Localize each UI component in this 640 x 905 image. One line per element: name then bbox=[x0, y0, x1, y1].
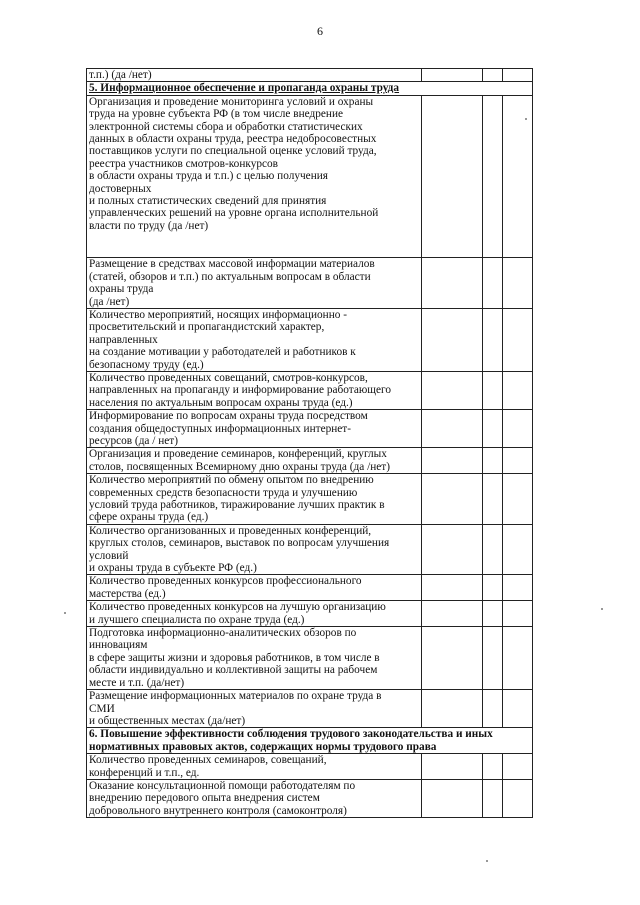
indicator-cell: Организация и проведение семинаров, конференций, круглых столов, посвященных Всемирному дню охраны труда (да /нет) bbox=[87, 448, 422, 474]
value-cell-c[interactable] bbox=[503, 524, 533, 575]
value-cell-b[interactable] bbox=[483, 754, 503, 780]
section-title: 5. Информационное обеспечение и пропаганда охраны труда bbox=[87, 82, 533, 95]
value-cell-a[interactable] bbox=[422, 575, 483, 601]
table-row bbox=[87, 474, 533, 525]
table-row bbox=[87, 95, 533, 257]
indicator-cell: Размещение в средствах массовой информации материалов (статей, обзоров и т.п.) по актуальным вопросам в области охраны труда (да /нет) bbox=[87, 258, 422, 309]
table-row bbox=[87, 69, 533, 82]
indicator-cell: Организация и проведение мониторинга условий и охраны труда на уровне субъекта РФ (в том числе внедрение электронной системы сбора и обработки статистических данных в области охраны труда, реестра недобросовестных поставщиков услуги по специальной оценке условий труда, реестра участников смотров-конкурсов в области охраны труда и т.п.) с целью получения достоверных и полных статистических сведений для принятия управленческих решений на уровне органа исполнительной власти по труду (да /нет) bbox=[87, 95, 422, 257]
value-cell-c[interactable] bbox=[503, 690, 533, 728]
value-cell-c[interactable] bbox=[503, 601, 533, 627]
indicators-table-body bbox=[87, 69, 533, 818]
value-cell-c[interactable] bbox=[503, 371, 533, 409]
value-cell-c[interactable] bbox=[503, 308, 533, 371]
value-cell-a[interactable] bbox=[422, 474, 483, 525]
indicator-cell: Количество проведенных совещаний, смотров-конкурсов, направленных на пропаганду и информирование работающего населения по актуальным вопросам охраны труда (ед.) bbox=[87, 371, 422, 409]
indicator-cell: Количество организованных и проведенных конференций, круглых столов, семинаров, выставок по вопросам улучшения условий и охраны труда в субъекте РФ (ед.) bbox=[87, 524, 422, 575]
table-row bbox=[87, 627, 533, 690]
value-cell-a[interactable] bbox=[422, 779, 483, 817]
value-cell-c[interactable] bbox=[503, 95, 533, 257]
indicator-cell: Количество проведенных конкурсов на лучшую организацию и лучшего специалиста по охране труда (ед.) bbox=[87, 601, 422, 627]
table-row bbox=[87, 258, 533, 309]
section-title: 6. Повышение эффективности соблюдения трудового законодательства и иных нормативных правовых актов, содержащих нормы трудового права bbox=[87, 728, 533, 754]
page-number: 6 bbox=[317, 24, 323, 38]
table-row bbox=[87, 575, 533, 601]
value-cell-b[interactable] bbox=[483, 524, 503, 575]
value-cell-c[interactable] bbox=[503, 474, 533, 525]
indicator-cell: Подготовка информационно-аналитических обзоров по инновациям в сфере защиты жизни и здоровья работников, в том числе в области индивидуально и коллективной защиты на рабочем месте и т.п. (да/нет) bbox=[87, 627, 422, 690]
value-cell-a[interactable] bbox=[422, 754, 483, 780]
table-row bbox=[87, 308, 533, 371]
value-cell-b[interactable] bbox=[483, 258, 503, 309]
value-cell-b[interactable] bbox=[483, 601, 503, 627]
scan-speck bbox=[64, 612, 66, 614]
value-cell-a[interactable] bbox=[422, 371, 483, 409]
scan-speck bbox=[601, 608, 603, 610]
value-cell-a[interactable] bbox=[422, 690, 483, 728]
value-cell-b[interactable] bbox=[483, 448, 503, 474]
value-cell-a[interactable] bbox=[422, 601, 483, 627]
table-row bbox=[87, 690, 533, 728]
value-cell-a[interactable] bbox=[422, 95, 483, 257]
indicator-cell: Оказание консультационной помощи работодателям по внедрению передового опыта внедрения систем добровольного внутреннего контроля (самоконтроля) bbox=[87, 779, 422, 817]
scan-speck bbox=[486, 860, 488, 862]
table-row bbox=[87, 410, 533, 448]
value-cell-c[interactable] bbox=[503, 410, 533, 448]
table-row bbox=[87, 601, 533, 627]
indicator-cell: т.п.) (да /нет) bbox=[87, 69, 422, 82]
indicators-table bbox=[86, 68, 533, 818]
value-cell-c[interactable] bbox=[503, 448, 533, 474]
value-cell-b[interactable] bbox=[483, 95, 503, 257]
section-header-row bbox=[87, 82, 533, 95]
table-row bbox=[87, 371, 533, 409]
value-cell-a[interactable] bbox=[422, 69, 483, 82]
indicator-cell: Количество проведенных конкурсов профессионального мастерства (ед.) bbox=[87, 575, 422, 601]
scan-speck bbox=[525, 118, 527, 120]
value-cell-b[interactable] bbox=[483, 779, 503, 817]
value-cell-a[interactable] bbox=[422, 410, 483, 448]
table-row bbox=[87, 524, 533, 575]
value-cell-b[interactable] bbox=[483, 575, 503, 601]
value-cell-c[interactable] bbox=[503, 627, 533, 690]
value-cell-c[interactable] bbox=[503, 575, 533, 601]
value-cell-a[interactable] bbox=[422, 524, 483, 575]
value-cell-c[interactable] bbox=[503, 258, 533, 309]
indicator-cell: Количество мероприятий по обмену опытом по внедрению современных средств безопасности труда и улучшению условий труда работников, тиражирование лучших практик в сфере охраны труда (ед.) bbox=[87, 474, 422, 525]
value-cell-b[interactable] bbox=[483, 474, 503, 525]
indicator-cell: Количество мероприятий, носящих информационно - просветительский и пропагандистский характер, направленных на создание мотивации у работодателей и работников к безопасному труду (ед.) bbox=[87, 308, 422, 371]
indicator-cell: Размещение информационных материалов по охране труда в СМИ и общественных местах (да/нет) bbox=[87, 690, 422, 728]
value-cell-c[interactable] bbox=[503, 779, 533, 817]
value-cell-c[interactable] bbox=[503, 69, 533, 82]
value-cell-a[interactable] bbox=[422, 308, 483, 371]
value-cell-a[interactable] bbox=[422, 627, 483, 690]
value-cell-b[interactable] bbox=[483, 69, 503, 82]
value-cell-c[interactable] bbox=[503, 754, 533, 780]
value-cell-b[interactable] bbox=[483, 627, 503, 690]
value-cell-b[interactable] bbox=[483, 371, 503, 409]
indicator-cell: Информирование по вопросам охраны труда посредством создания общедоступных информационных интернет- ресурсов (да / нет) bbox=[87, 410, 422, 448]
value-cell-b[interactable] bbox=[483, 308, 503, 371]
value-cell-a[interactable] bbox=[422, 258, 483, 309]
table-row bbox=[87, 754, 533, 780]
value-cell-b[interactable] bbox=[483, 690, 503, 728]
value-cell-b[interactable] bbox=[483, 410, 503, 448]
section-header-row bbox=[87, 728, 533, 754]
value-cell-a[interactable] bbox=[422, 448, 483, 474]
table-row bbox=[87, 779, 533, 817]
indicator-cell: Количество проведенных семинаров, совещаний, конференций и т.п., ед. bbox=[87, 754, 422, 780]
table-row bbox=[87, 448, 533, 474]
